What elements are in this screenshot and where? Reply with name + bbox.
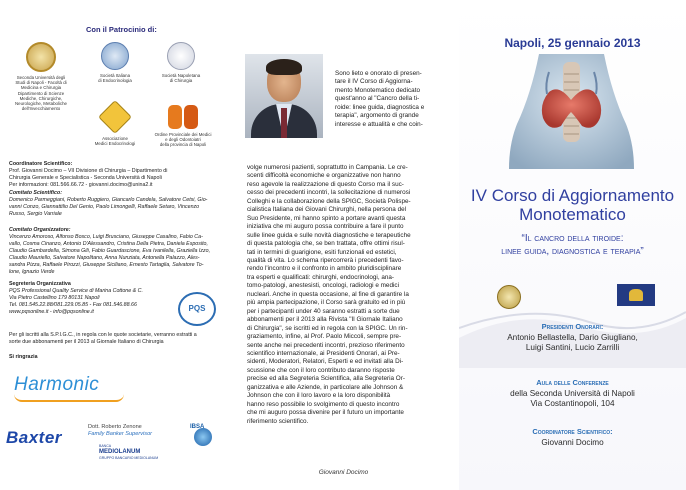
logo-caption: Neurologiche, Metaboliche xyxy=(15,101,67,107)
spigc-note xyxy=(9,332,221,346)
spigc-banner-icon xyxy=(617,284,655,306)
secretariat-line: PQS Professional Quality Service di Marina Cottone & C. xyxy=(9,288,143,294)
venue-line: della Seconda Università di Napoli xyxy=(510,388,635,398)
committee-line: Domenico Parmeggiani, Roberto Ruggiero, Giancarlo Candela, Salvatore Cetsi, Gio- xyxy=(9,197,208,203)
committee-line: sandra Pizza, Raffaele Pirozzi, Giuseppe Siciliano, Ernesto Tartaglia, Salvatore To- xyxy=(9,262,204,268)
body-line: tra esperti e qualificati: chirurghi, endocrinologi, ana- xyxy=(247,273,395,281)
mediolanum-sub: GRUPPO BANCARIO MEDIOLANUM xyxy=(99,456,159,460)
body-line: più ampia partecipazione, il Corso sarà gratuito ed in più xyxy=(247,299,406,307)
logo-ordine-medici xyxy=(146,105,220,148)
baxter-logo: Baxter xyxy=(6,428,62,447)
logo-caption: e degli Odontoiatri xyxy=(165,137,201,143)
logo-caption: di Endocrinologia xyxy=(98,78,132,84)
intro-line: interesse e attualità e che coin- xyxy=(335,120,423,128)
coordinator-heading: Coordinatore Scientifico: xyxy=(9,161,73,167)
honorary-presidents xyxy=(459,322,686,354)
intro-line: terapia", argomento di grande xyxy=(335,112,419,120)
body-line: scientifico internazionale, ai Presidenti Onorari, ai Pre- xyxy=(247,349,400,357)
body-line: abbonamenti per il 2013 alla Rivista "Il Giornale Italiano xyxy=(247,316,403,324)
body-line: di Chirurgia", se iscritti ed in regola con la SPIGC. Un rin- xyxy=(247,324,408,332)
university-seal-icon xyxy=(26,42,56,72)
intro-text xyxy=(335,70,455,129)
body-line: tomo-patologi, anestesisti, oncologi, radiologi e medici xyxy=(247,282,399,290)
body-text xyxy=(247,164,455,426)
mediolanum-logo xyxy=(99,443,158,461)
intro-line: Sono lieto e onorato di presen- xyxy=(335,70,422,77)
middle-panel xyxy=(228,0,459,490)
body-line: ganizzativa e alle Aziende, in particolare alle Johnson & xyxy=(247,383,404,391)
intro-line: tare il IV Corso di Aggiorna- xyxy=(335,78,413,86)
body-line: scussione che con il loro contributo daranno risposte xyxy=(247,366,395,374)
scientific-coordinator xyxy=(459,427,686,448)
committee-line: vallo, Cosma Cinanzo, Antonio D'Alessandro, Cristina Della Pietra, Daniela Esposito, xyxy=(9,241,208,247)
body-line: Suo Presidente, mi hanno spinto a portare avanti questa xyxy=(247,214,406,222)
venue xyxy=(459,378,686,410)
body-line: qualità di vita. Lo schema ripercorrerà i precedenti favo- xyxy=(247,256,404,264)
logo-societa-napoletana xyxy=(152,42,210,83)
secretariat-line: Tel. 081.545.22.88/081.229.05.85 - Fax 081.546.88.66 xyxy=(9,302,137,308)
mediolanum-top: BANCA xyxy=(99,444,112,448)
ibsa-wordmark: IBSA xyxy=(190,424,205,430)
ibsa-logo xyxy=(190,424,212,446)
mediolanum-wordmark: MEDIOLANUM xyxy=(99,449,141,455)
logo-caption: Società Napoletana xyxy=(161,73,201,78)
harmonic-logo xyxy=(14,374,144,402)
committee-line: vanni Conzo, Giannattilio Del Genio, Paolo Limongelli, Raffaele Setaro, Vincenzo xyxy=(9,204,200,210)
body-line: volge numerosi pazienti, soprattutto in Campania. Le cre- xyxy=(247,164,408,171)
secretariat-line: www.pqsonline.it - info@pqsonline.it xyxy=(9,309,94,315)
organizing-committee xyxy=(9,227,221,276)
thyroid-illustration xyxy=(509,54,634,169)
coordinator-heading: Coordinatore Scientifico: xyxy=(532,427,613,436)
logo-caption: Seconda Università degli xyxy=(16,75,66,80)
committee-line: Russo, Sergio Varriale xyxy=(9,211,62,217)
harmonic-swirl-icon xyxy=(14,394,124,402)
coordinator-line: Prof. Giovanni Docimo – VII Divisione di Chirurgia – Dipartimento di xyxy=(9,168,168,174)
course-title-line: Monotematico xyxy=(519,205,626,224)
sponsor-doctor: Dott. Roberto Zenone xyxy=(88,424,142,430)
body-line: nucleari. Anche in questa occasione, al fine di garantire la xyxy=(247,290,409,298)
organizing-committee-heading: Comitato Organizzatore: xyxy=(9,227,71,233)
body-line: per i partecipanti under 40 saranno estratti a sorte due xyxy=(247,307,400,315)
intro-line: roide: linee guida, diagnostica e xyxy=(335,103,425,111)
coordinator-line: Chirurgia Generale e Specialistica - Seconda Università di Napoli xyxy=(9,175,162,181)
note-line: Per gli iscritti alla S.P.I.G.C., in regola con le quote societarie, verranno estratti a xyxy=(9,332,197,338)
body-line: rendo l'incontro e il confronto in ambito pluridisciplinare xyxy=(247,265,402,273)
harmonic-wordmark: Harmonic xyxy=(14,374,100,395)
body-line: precise ed alla Segreteria Scientifica, alla Segreteria Or- xyxy=(247,375,405,383)
scientific-committee-heading: Comitato Scientifico: xyxy=(9,190,62,196)
logo-caption: Società Italiana xyxy=(99,73,131,78)
body-line: sidenti, Moderatori, Relatori, Esperti e ed invitati alla Di- xyxy=(247,358,404,366)
venue-heading: Aula delle Conferenze xyxy=(536,378,609,387)
sponsor-role: Family Banker Supervisor xyxy=(88,431,153,437)
course-title-line: IV Corso di Aggiornamento xyxy=(470,186,675,205)
university-seal-icon xyxy=(497,285,521,309)
course-subtitle-line: linee guida, diagnostica e terapia” xyxy=(501,246,644,257)
body-line: tati in termini di guarigione, esiti funzionali ed estetici, xyxy=(247,248,397,256)
committee-line: Claudio Gambardella, Simona Gili, Fabio Guardascione, Eva Ivanilella, Graziella Izzo, xyxy=(9,248,211,254)
pqs-logo: PQS xyxy=(178,292,216,326)
committee-line: Claudio Mauriello, Salvatore Napolitano, Anna Nunziata, Antonella Palazzo, Ales- xyxy=(9,255,200,261)
right-panel xyxy=(459,0,686,490)
logo-caption: Ordine Provinciale dei Medici xyxy=(154,132,212,137)
body-line: cialistica Italiana dei Giovani Chirurghi, nella persona del xyxy=(247,206,407,214)
venue-address: Via Costantinopoli, 104 xyxy=(530,399,615,408)
secretariat-line: Via Pietro Castellino 179 80131 Napoli xyxy=(9,295,100,301)
body-line: scenti difficoltà economiche e organizzative non hanno xyxy=(247,172,401,180)
body-line: reso agevole la realizzazione di questo Corso ma il suc- xyxy=(247,180,404,188)
committee-line: Vincenzo Amoroso, Alfonso Bosco, Luigi Brusciano, Giuseppe Casalino, Fabio Ca- xyxy=(9,234,203,240)
committee-line: lone, Ignazio Verde xyxy=(9,269,55,275)
course-title xyxy=(459,186,686,224)
secretariat-heading: Segreteria Organizzativa xyxy=(9,281,71,287)
logo-caption: di Chirurgia xyxy=(169,78,193,84)
honorary-names: Luigi Santini, Lucio Zarrilli xyxy=(525,343,620,352)
scientific-committee xyxy=(9,190,221,218)
author-photo xyxy=(245,54,323,138)
logo-ame xyxy=(88,105,142,146)
logo-caption: Medicina e Chirurgia xyxy=(20,85,62,91)
body-line: Colleghi e la collaborazione della SPIGC, Società Polispe- xyxy=(247,197,411,205)
logo-caption: dell'Invecchiamento xyxy=(21,106,61,112)
body-line: iniziativa che mi auguro possa contribuire a fare il punto xyxy=(247,223,404,231)
body-line: che mi auguro possa divenire per il futuro un importante xyxy=(247,409,404,417)
left-panel xyxy=(0,0,228,490)
coordinator-name: Giovanni Docimo xyxy=(541,437,604,447)
intro-line: quest'anno al "Cancro della ti- xyxy=(335,95,420,103)
body-line: graziamento, infine, al Prof. Paolo Miccoli, sempre pre- xyxy=(247,333,402,341)
ordine-medici-icon xyxy=(146,105,220,129)
body-line: cesso dei precedenti incontri, la sollecitazione di numerosi xyxy=(247,189,411,197)
coordinator-contact: Per informazioni: 081.566.66.72 - giovanni.docimo@unina2.it xyxy=(9,182,153,188)
sie-emblem-icon xyxy=(101,42,129,70)
body-line: di questa patologia che, se ben trattata, offre ottimi risul- xyxy=(247,240,405,248)
logo-caption: della provincia di Napoli xyxy=(159,142,207,148)
logo-caption: Dipartimento di Scienze xyxy=(17,90,65,96)
honorary-heading: Presidenti Onorari: xyxy=(541,322,604,331)
body-line: Johnson che con il loro lavoro e la loro disponibilità xyxy=(247,392,391,400)
logo-caption: Mediche, Chirurgiche, xyxy=(19,95,63,101)
logo-caption: Associazione xyxy=(102,136,128,141)
logo-sie xyxy=(87,42,143,83)
course-subtitle-line: “Il cancro della tiroide: xyxy=(521,233,624,244)
body-line: hanno reso possibile lo svolgimento di questo incontro xyxy=(247,400,400,408)
signature: Giovanni Docimo xyxy=(318,469,369,476)
snc-emblem-icon xyxy=(167,42,195,70)
note-line: sorte due abbonamenti per il 2013 al Giornale Italiano di Chirurgia xyxy=(9,339,164,345)
logo-seconda-universita xyxy=(10,42,72,111)
ibsa-globe-icon xyxy=(194,428,212,446)
body-line: sente anche nei precedenti incontri, prezioso riferimento xyxy=(247,341,405,349)
intro-line: mento Monotematico dedicato xyxy=(335,86,420,94)
coordinator-block xyxy=(9,161,221,189)
event-date: Napoli, 25 gennaio 2013 xyxy=(504,36,641,50)
body-line: riferimento scientifico. xyxy=(247,417,309,425)
thanks-heading: Si ringrazia xyxy=(9,354,38,360)
course-subtitle xyxy=(459,232,686,258)
logo-caption: Medici Endocrinologi xyxy=(94,141,136,147)
patrocinio-title: Con il Patrocinio di: xyxy=(86,25,157,34)
honorary-names: Antonio Bellastella, Dario Giugliano, xyxy=(507,332,638,342)
family-banker-block xyxy=(88,424,152,438)
logo-caption: Studi di Napoli - Facoltà di xyxy=(15,80,67,86)
body-line: sulle linee guida e sulle novità diagnostiche e terapeutiche xyxy=(247,231,411,239)
ame-diamond-icon xyxy=(98,100,132,134)
